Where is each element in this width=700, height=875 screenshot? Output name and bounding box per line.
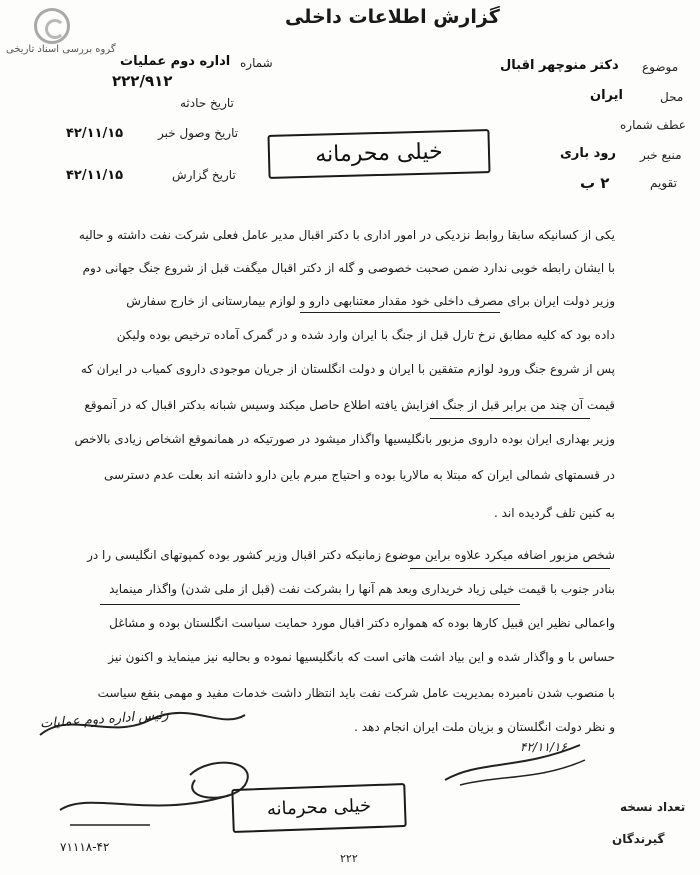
body-line-1: یکی از کسانیکه سابقا روابط نزدیکی در امور اداری با دکتر اقبال مدیر عامل فعلی شرکت نفت داشته و حالیه xyxy=(78,228,615,242)
body-line-13: حساس با و واگذار شده و این بیاد اشت هاتی است که بانگلیسیها نموده و بحالیه نیز مینماید و اکنون نیز xyxy=(108,650,615,664)
archive-logo-icon xyxy=(34,8,70,44)
body-line-7: وزیر بهداری ایران بوده داروی مزبور بانگلیسیها واگذار میشود در صورتیکه در همانموقع اشخاص زیادی بالاخص xyxy=(74,432,615,446)
bottom-classification-stamp: خیلی محرمانه xyxy=(231,783,406,833)
body-line-4: داده بود که کلیه مطابق نرخ تارل قبل از جنگ با ایران وارد شده و در گمرک آماده ترخیص بوده ولیکن xyxy=(116,328,615,342)
body-line-11: بنادر جنوب با قیمت خیلی زیاد خریداری وبعد هم آنها را بشرکت نفت (قبل از ملی شدن) واگذار مینماید xyxy=(109,582,615,596)
source-label: منبع خبر xyxy=(640,148,682,162)
reference-label: عطف شماره xyxy=(620,118,686,132)
body-line-3: وزیر دولت ایران برای مصرف داخلی خود مقدار معتنابهی دارو و لوازم بیمارستانی از خارج سفارش xyxy=(126,294,615,308)
rating-label: تقویم xyxy=(650,176,677,190)
report-date-label: تاریخ گزارش xyxy=(172,168,236,182)
number-value: ۲۲۲/۹۱۲ xyxy=(112,72,173,90)
place-label: محل xyxy=(660,90,684,104)
body-line-8: در قسمتهای شمالی ایران که مبتلا به مالاریا بوده و احتیاج مبرم باین دارو داشته اند بعلت عدم دسترسی xyxy=(103,468,615,482)
recipients-label: گیرندگان xyxy=(612,832,665,846)
body-line-15: و نظر دولت انگلستان و بزیان ملت ایران انجام دهد . xyxy=(354,720,615,734)
underline-mark xyxy=(410,568,610,569)
underline-mark xyxy=(430,418,590,419)
handwritten-initials xyxy=(440,740,590,794)
body-line-14: با منصوب شدن نامبرده بمدیریت عامل شرکت نفت باید انتظار داشت خدمات مفید و مهمی بنفع سیاست xyxy=(97,686,615,700)
bottom-reference: ۲۲۲ xyxy=(340,852,358,865)
copies-label: تعداد نسخه xyxy=(620,800,686,814)
body-line-2: با ایشان رابطه خوبی ندارد ضمن صحبت خصوصی و گله از دکتر اقبال میگفت قبل از شروع جنگ جهانی دوم xyxy=(82,261,615,275)
underline-mark xyxy=(100,604,520,605)
body-line-9: به کنین تلف گردیده اند . xyxy=(493,506,615,520)
underline-mark xyxy=(300,312,500,313)
signature-date: ۴۲/۱۱/۱۶ xyxy=(520,740,567,754)
rating-value: ۲ ب xyxy=(580,174,610,192)
watermark-text: گروه بررسی اسناد تاریخی xyxy=(6,44,116,55)
document-number: ۷۱۱۱۸-۴۲ xyxy=(60,840,110,854)
report-date-value: ۴۲/۱۱/۱۵ xyxy=(66,168,124,183)
body-line-12: واعمالی نظیر این قبیل کارها بوده که همواره دکتر اقبال مورد حمایت سیاست انگلستان بوده و مشاغل xyxy=(109,616,615,630)
classification-stamp: خیلی محرمانه xyxy=(267,129,490,179)
document-title: گزارش اطلاعات داخلی xyxy=(285,6,500,28)
signature-note: رئیس اداره دوم عملیات xyxy=(39,707,170,732)
subject-value: دکتر منوچهر اقبال xyxy=(500,58,619,73)
subject-label: موضوع xyxy=(642,60,679,74)
place-value: ایران xyxy=(590,88,623,103)
received-date-label: تاریخ وصول خبر xyxy=(158,126,239,140)
body-line-5: پس از شروع جنگ ورود لوازم متفقین با ایران و دولت انگلستان از جریان موجودی داروی کمیاب در ایران که xyxy=(80,362,615,376)
received-date-value: ۴۲/۱۱/۱۵ xyxy=(66,126,124,141)
body-line-6: قیمت آن چند من برابر قبل از جنگ افزایش یافته اطلاع حاصل میکند وسیس شبانه بدکتر اقبال که در آنموقع xyxy=(84,398,615,412)
body-line-10: شخص مزبور اضافه میکرد علاوه براین موضوع زمانیکه دکتر اقبال وزیر کشور بوده کمپوتهای انگلیسی را در xyxy=(87,548,615,562)
number-label: شماره xyxy=(240,56,273,70)
office-value: اداره دوم عملیات xyxy=(120,54,231,69)
incident-date-label: تاریخ حادثه xyxy=(180,96,234,110)
source-value: رود باری xyxy=(560,146,616,161)
